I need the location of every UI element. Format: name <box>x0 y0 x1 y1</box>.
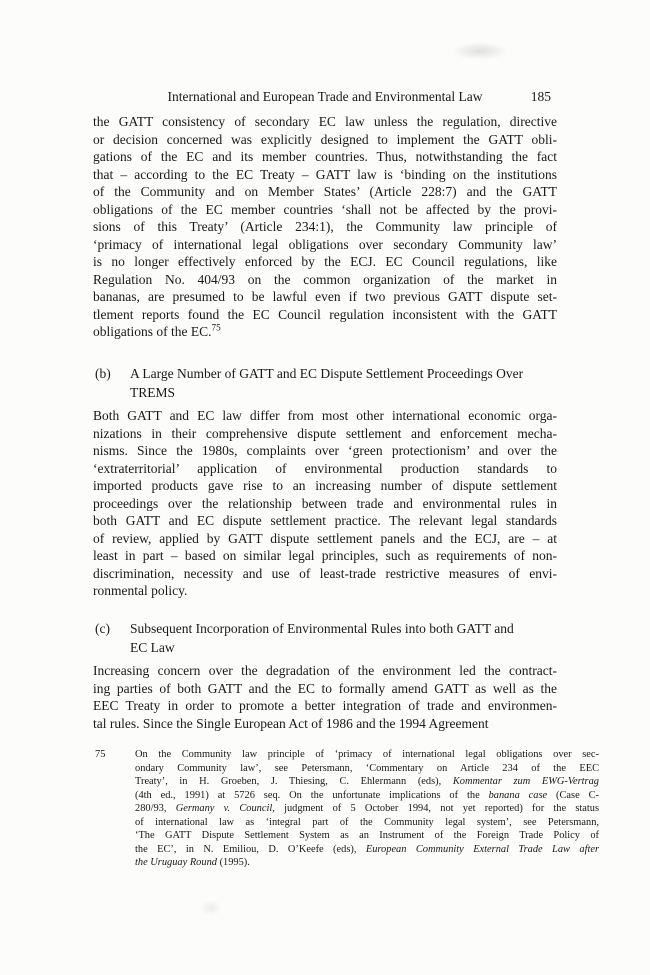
text-line: imported products gave rise to an increasing number of dispute settlement <box>93 478 557 493</box>
text-line: of review, applied by GATT dispute settlement panels and the ECJ, are – at <box>93 530 557 546</box>
text-line: the EC’, in N. Emiliou, D. O’Keefe (eds), European Community External Trade Law after <box>135 843 599 855</box>
text-line: obligations of the EC member countries ‘shall not be affected by the provi- <box>93 201 557 217</box>
text-line: sions of this Treaty’ (Article 234:1), the Community law principle of <box>93 219 557 234</box>
text-line: ‘The GATT Dispute Settlement System as an Instrument of the Foreign Trade Policy of <box>135 830 599 841</box>
text-line: obligations of the EC.$^{75}$ <box>93 323 221 339</box>
heading-marker: (c) <box>95 621 110 636</box>
text-line: discrimination, necessity and use of least-trade restrictive measures of envi- <box>93 565 557 581</box>
paragraph-dispute-settlement <box>93 407 557 600</box>
text-line: Regulation No. 404/93 on the common organization of the market in <box>93 271 557 287</box>
text-line: Treaty’, in H. Groeben, J. Thiesing, C. Ehlermann (eds), Kommentar zum EWG-Vertrag <box>135 776 599 787</box>
text-line: ing parties of both GATT and the EC to formally amend GATT as well as the <box>93 680 557 696</box>
text-line: TREMS <box>130 384 176 400</box>
running-head-title: International and European Trade and Environmental Law <box>167 89 483 104</box>
text-line: 280/93, Germany v. Council, judgment of 5 October 1994, not yet reported) for the status <box>135 803 599 814</box>
footnote-number: 75 <box>95 749 106 760</box>
text-line: EEC Treaty in order to promote a better integration of trade and environmen- <box>93 698 557 713</box>
text-line: of the Community and on Member States’ (Article 228:7) and the GATT <box>93 184 557 199</box>
text-line: tal rules. Since the Single European Act of 1986 and the 1994 Agreement <box>93 715 489 731</box>
text-line: (4th ed., 1991) at 5726 seq. On the unfortunate implications of the banana case (Case C- <box>135 789 599 801</box>
text-line: ‘primacy of international legal obligations over secondary Community law’ <box>93 236 557 252</box>
text-line: On the Community law principle of ‘primacy of international legal obligations over sec- <box>135 749 599 760</box>
text-line: ondary Community law’, see Petersmann, ‘Commentary on Article 234 of the EEC <box>135 762 599 774</box>
text-line: Increasing concern over the degradation of the environment led the contract- <box>93 663 557 678</box>
page-content <box>93 0 599 975</box>
text-line: gations of the EC and its member countries. Thus, notwithstanding the fact <box>93 149 557 164</box>
italic-citation: banana case <box>488 789 548 801</box>
text-line: nizations in their comprehensive dispute settlement and enforcement mecha- <box>93 425 557 441</box>
text-line: tlement reports found the EC Council regulation inconsistent with the GATT <box>93 306 557 322</box>
text-line: Both GATT and EC law differ from most other international economic orga- <box>93 408 557 423</box>
text-line: Subsequent Incorporation of Environmental Rules into both GATT and <box>130 621 514 636</box>
text-line: ‘extraterritorial’ application of environmental production standards to <box>93 460 557 476</box>
text-line: the Uruguay Round (1995). <box>135 857 250 868</box>
italic-citation: Kommentar zum EWG-Vertrag <box>452 776 599 787</box>
text-line: bananas, are presumed to be lawful even if two previous GATT dispute set- <box>93 289 557 304</box>
italic-citation: Germany v. Council, <box>175 803 275 814</box>
text-line: least in part – based on similar legal principles, such as requirements of non- <box>93 548 557 563</box>
page-number: 185 <box>530 89 551 104</box>
text-line: EC Law <box>130 639 175 655</box>
text-line: that – according to the EC Treaty – GATT law is ‘binding on the institutions <box>93 166 557 182</box>
text-line: is no longer effectively enforced by the ECJ. EC Council regulations, like <box>93 254 557 269</box>
paragraph-gatt-consistency <box>93 113 557 341</box>
text-line: of international law as ‘integral part of the Community legal system’, see Petersmann, <box>135 816 599 828</box>
text-line: or decision concerned was explicitly designed to implement the GATT obli- <box>93 131 557 147</box>
heading-section-c <box>93 620 594 657</box>
heading-marker: (b) <box>95 366 111 381</box>
text-line: A Large Number of GATT and EC Dispute Settlement Proceedings Over <box>130 366 524 381</box>
text-line: ronmental policy. <box>93 583 188 598</box>
italic-citation: European Community External Trade Law after <box>365 843 599 855</box>
heading-section-b <box>93 365 594 402</box>
italic-citation: the Uruguay Round <box>135 857 217 868</box>
text-line: nisms. Since the 1980s, complaints over ‘green protectionism’ and over the <box>93 443 557 458</box>
footnote-75 <box>93 748 599 870</box>
text-line: both GATT and EC dispute settlement practice. The relevant legal standards <box>93 513 557 528</box>
paragraph-incorporation <box>93 662 557 732</box>
footnote-reference: 75 <box>211 323 221 333</box>
text-line: proceedings over the relationship between trade and environmental rules in <box>93 495 557 511</box>
text-line: the GATT consistency of secondary EC law unless the regulation, directive <box>93 114 557 129</box>
